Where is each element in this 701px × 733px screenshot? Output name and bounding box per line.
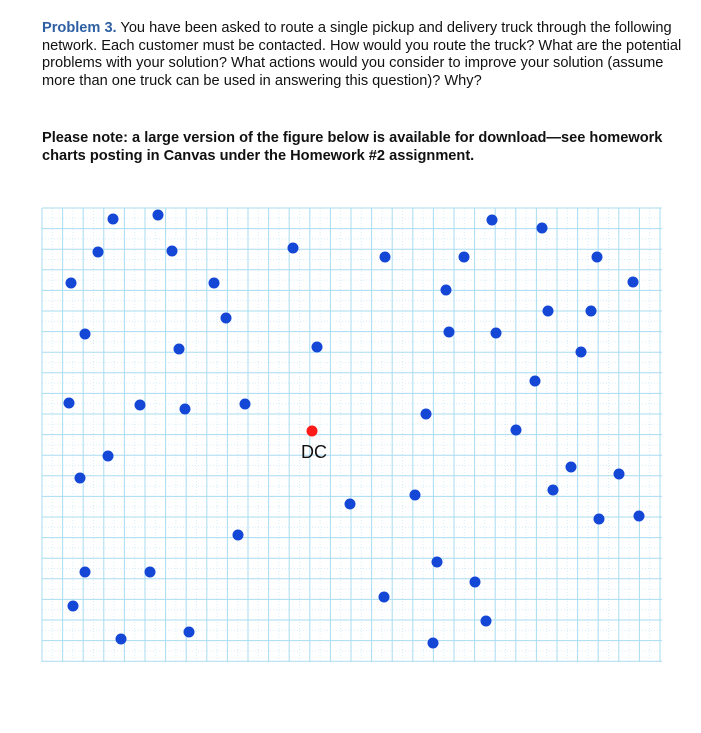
customer-point bbox=[628, 277, 639, 288]
problem-text: You have been asked to route a single pickup and delivery truck through the following network. Each customer must be contacted. How would you route the truck? What are the potential problems with your solution? What actions would you consider to improve your solution (assume more than one truck can be used in answering this question)? Why? bbox=[42, 20, 682, 89]
customer-point bbox=[459, 252, 470, 263]
customer-point bbox=[614, 469, 625, 480]
customer-point bbox=[537, 223, 548, 234]
grid bbox=[42, 208, 662, 662]
dc-point bbox=[307, 426, 318, 437]
customer-point bbox=[487, 215, 498, 226]
customer-point bbox=[68, 601, 79, 612]
customer-point bbox=[288, 243, 299, 254]
customer-point bbox=[566, 462, 577, 473]
problem-label: Problem 3. bbox=[42, 20, 117, 36]
customer-point bbox=[75, 473, 86, 484]
customer-point bbox=[432, 557, 443, 568]
customer-point bbox=[470, 577, 481, 588]
customer-point bbox=[167, 246, 178, 257]
customer-point bbox=[444, 327, 455, 338]
customer-point bbox=[380, 252, 391, 263]
customer-point bbox=[233, 530, 244, 541]
dc-label: DC bbox=[301, 442, 327, 462]
customer-point bbox=[576, 347, 587, 358]
customer-point bbox=[184, 627, 195, 638]
customer-point bbox=[103, 451, 114, 462]
customer-point bbox=[174, 344, 185, 355]
customer-point bbox=[441, 285, 452, 296]
customer-point bbox=[592, 252, 603, 263]
customer-point bbox=[80, 567, 91, 578]
customer-point bbox=[221, 313, 232, 324]
customer-point bbox=[421, 409, 432, 420]
customer-point bbox=[108, 214, 119, 225]
download-note: Please note: a large version of the figure below is available for download—see homework charts posting in Canvas under the Homework #2 assignment. bbox=[42, 130, 663, 164]
customer-point bbox=[153, 210, 164, 221]
customer-point bbox=[511, 425, 522, 436]
customer-point bbox=[586, 306, 597, 317]
customer-point bbox=[66, 278, 77, 289]
customer-point bbox=[312, 342, 323, 353]
customer-point bbox=[209, 278, 220, 289]
customer-point bbox=[410, 490, 421, 501]
customer-point bbox=[543, 306, 554, 317]
customer-point bbox=[80, 329, 91, 340]
customer-point bbox=[530, 376, 541, 387]
customer-point bbox=[93, 247, 104, 258]
customer-point bbox=[548, 485, 559, 496]
customer-point bbox=[428, 638, 439, 649]
customer-point bbox=[634, 511, 645, 522]
customer-point bbox=[135, 400, 146, 411]
customer-point bbox=[491, 328, 502, 339]
customer-point bbox=[64, 398, 75, 409]
customer-point bbox=[145, 567, 156, 578]
customer-point bbox=[116, 634, 127, 645]
customer-point bbox=[379, 592, 390, 603]
customer-point bbox=[180, 404, 191, 415]
customer-point bbox=[594, 514, 605, 525]
customer-point bbox=[345, 499, 356, 510]
customer-point bbox=[481, 616, 492, 627]
customer-point bbox=[240, 399, 251, 410]
